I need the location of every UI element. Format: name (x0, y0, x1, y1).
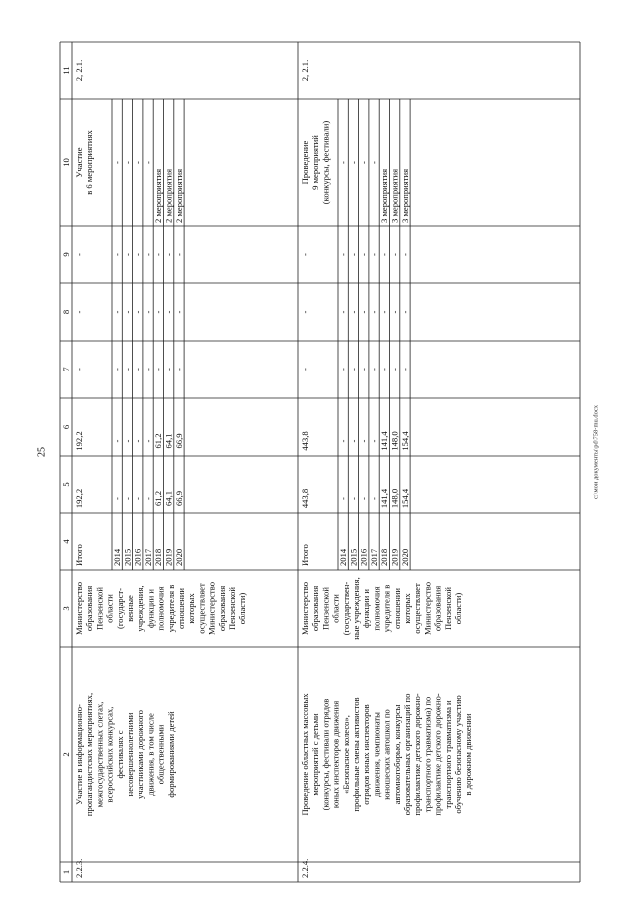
header-col-5: 5 (61, 482, 71, 487)
value-c7: - (173, 368, 184, 371)
value-c7: - (300, 368, 310, 371)
executor-line: функции и (145, 589, 156, 628)
value-c8: - (358, 310, 369, 314)
value-c6: 66,9 (173, 433, 184, 449)
header-col-7: 7 (61, 367, 71, 372)
executor-line: образования (216, 585, 227, 632)
executor-line: которых (186, 593, 197, 624)
result-year-value: - (132, 161, 143, 164)
value-c8: - (348, 310, 359, 314)
value-c7: - (338, 368, 348, 371)
value-c6: 192,2 (74, 431, 84, 451)
value-c9: - (348, 253, 359, 256)
value-c7: - (142, 368, 153, 371)
measure-description-line: участниками дорожного (135, 710, 146, 799)
result-year-value: 3 мероприятия (379, 168, 390, 223)
value-c9: - (132, 253, 143, 256)
header-col-6: 6 (61, 424, 71, 430)
value-c5: 66,9 (173, 490, 184, 507)
footer-file-path: c:\мои документы\pd\758-mu.docx (592, 404, 600, 500)
value-c7: - (74, 368, 84, 371)
value-c6: 443,8 (300, 431, 310, 451)
value-c6: - (348, 439, 359, 443)
executor-line: полномочия (371, 586, 382, 631)
value-c5: - (368, 497, 379, 500)
value-c8: - (389, 310, 400, 314)
year-label: 2018 (379, 548, 390, 566)
measure-description-line: формированиями детей (165, 711, 176, 798)
year-label: 2017 (142, 548, 153, 566)
executor-line: (государст- (114, 587, 125, 630)
result-year-value: 3 мероприятия (399, 168, 410, 223)
value-c6: - (338, 439, 348, 443)
year-label: 2017 (368, 548, 379, 566)
executor-line: венные (125, 595, 135, 622)
measure-description-line: юношеских автошкол по (381, 709, 392, 800)
executor-line: учреждения, (135, 585, 146, 632)
result-summary-line: в 6 мероприятиях (84, 130, 95, 195)
executor-line: образования (310, 585, 321, 632)
measure-description-line: Проведение областных массовых (300, 693, 310, 816)
value-c6: - (132, 439, 143, 443)
value-c8: - (300, 310, 310, 314)
value-c9: - (74, 253, 84, 256)
measure-description-line: «Безопасное колесо», (340, 715, 351, 794)
header-col-10: 10 (61, 158, 71, 167)
result-year-value: 3 мероприятия (389, 168, 400, 223)
measure-description-line: обучению безопасному участию (453, 695, 463, 814)
executor-line: области (330, 594, 341, 623)
measure-description-line: юных инспекторов движения (330, 700, 341, 809)
year-label: Итого (74, 544, 84, 566)
value-c5: 148,0 (389, 488, 400, 509)
measure-description-line: Участие в информационно- (74, 704, 84, 805)
measure-description-line: всероссийских конкурсах, (104, 706, 115, 803)
executor-line: Пензенской (442, 587, 453, 630)
executor-line: ные учреждения, (351, 577, 361, 640)
value-c5: - (112, 497, 122, 500)
value-c8: - (153, 310, 164, 314)
executor-line: осуществляет (412, 583, 423, 634)
value-c7: - (379, 368, 390, 371)
year-label: Итого (300, 544, 310, 566)
value-c7: - (153, 368, 164, 371)
executor-line: области (104, 594, 115, 623)
executor-line: Министерство (422, 582, 433, 635)
value-c9: - (173, 253, 184, 256)
value-c6: 154,4 (399, 431, 410, 451)
value-c5: - (338, 497, 348, 500)
value-c8: - (122, 310, 133, 314)
value-c8: - (173, 310, 184, 314)
value-c5: - (132, 497, 143, 500)
year-label: 2014 (112, 548, 122, 566)
value-c5: 61,2 (153, 490, 164, 507)
measure-description-line: фестивалях с (114, 730, 125, 779)
executor-line: полномочия (155, 586, 166, 631)
value-c9: - (163, 253, 174, 256)
value-c6: 64,1 (163, 433, 174, 449)
measure-description-line: профилактике детского дорожно- (412, 693, 423, 816)
executor-line: области) (453, 592, 463, 625)
measure-description-line: в дорожном движении (463, 713, 474, 796)
value-c8: - (338, 310, 348, 314)
executor-line: Пензенской (320, 587, 331, 630)
year-label: 2018 (153, 548, 164, 566)
result-summary-line: Проведение (300, 140, 310, 185)
measure-description-line: несовершеннолетними (125, 712, 135, 797)
value-c8: - (142, 310, 153, 314)
result-summary-line: Участие (74, 147, 84, 178)
measure-description-line: межгосударственных слетах, (94, 701, 105, 808)
value-c6: - (358, 439, 369, 443)
result-year-value: - (142, 161, 153, 164)
value-c5: - (358, 497, 369, 500)
year-label: 2019 (163, 548, 174, 566)
result-year-value: - (368, 161, 379, 164)
value-c9: - (153, 253, 164, 256)
year-label: 2019 (389, 548, 400, 566)
result-year-value: 2 мероприятия (173, 168, 184, 223)
year-label: 2016 (132, 548, 143, 566)
value-c6: 141,4 (379, 431, 390, 451)
value-c7: - (358, 368, 369, 371)
result-year-value: - (348, 161, 359, 164)
executor-line: учредителя в (381, 584, 392, 633)
value-c5: 443,8 (300, 488, 310, 509)
header-col-11: 11 (61, 66, 71, 75)
year-label: 2014 (338, 548, 348, 566)
value-c9: - (112, 253, 122, 256)
value-c9: - (358, 253, 369, 256)
year-label: 2020 (173, 548, 184, 566)
value-c7: - (399, 368, 410, 371)
value-c6: - (122, 439, 133, 443)
value-c5: - (142, 497, 153, 500)
value-c8: - (399, 310, 410, 314)
header-col-9: 9 (61, 252, 71, 257)
value-c6: - (368, 439, 379, 443)
value-c6: 148,0 (389, 431, 400, 451)
result-year-value: - (112, 161, 122, 164)
measure-description-line: общественными (155, 724, 166, 785)
value-c6: - (142, 439, 153, 443)
result-year-value: - (358, 161, 369, 164)
value-c7: - (368, 368, 379, 371)
executor-line: которых (402, 593, 412, 624)
measure-description-line: отрядов юных инспекторов (361, 704, 372, 805)
value-c9: - (122, 253, 133, 256)
measure-description-line: автомногоборью, конкурсы (391, 704, 402, 805)
measure-description-line: движения, чемпионаты (371, 712, 382, 797)
value-c5: 141,4 (379, 488, 390, 509)
value-c9: - (300, 253, 310, 256)
measure-number: 2.2.4. (300, 858, 310, 878)
value-c5: 64,1 (163, 490, 174, 507)
result-year-value: 2 мероприятия (163, 168, 174, 223)
value-c5: 154,4 (399, 488, 410, 509)
header-col-8: 8 (61, 309, 71, 315)
measure-description-line: мероприятий с детьми (310, 713, 321, 796)
year-label: 2016 (358, 548, 369, 566)
result-summary-line: 9 мероприятий (310, 135, 321, 190)
header-col-2: 2 (61, 752, 71, 757)
year-label: 2015 (122, 548, 133, 566)
year-label: 2015 (348, 548, 359, 566)
value-c7: - (389, 368, 400, 371)
value-c8: - (368, 310, 379, 314)
header-col-1: 1 (61, 869, 71, 875)
result-year-value: 2 мероприятия (153, 168, 164, 223)
result-year-value: - (122, 161, 133, 164)
value-c9: - (368, 253, 379, 256)
executor-line: образования (84, 585, 95, 632)
value-c8: - (379, 310, 390, 314)
measure-description-line: транспортного травматизма) по (422, 696, 433, 813)
value-c8: - (163, 310, 174, 314)
result-summary-line: (конкурсы, фестивали) (320, 120, 331, 205)
value-c9: - (379, 253, 390, 256)
value-c8: - (132, 310, 143, 314)
value-c7: - (122, 368, 133, 371)
measure-description-line: профильные смены активистов (351, 697, 361, 812)
measure-number: 2.2.3. (74, 858, 84, 878)
value-c5: 192,2 (74, 488, 84, 509)
executor-line: отношении (176, 587, 186, 630)
measure-description-line: образовательных организаций по (402, 693, 412, 816)
measure-description-line: (конкурсы, фестивали отрядов (320, 698, 331, 811)
year-label: 2020 (399, 548, 410, 566)
indicator-reference: 2, 2.1. (300, 59, 310, 82)
result-year-value: - (338, 161, 348, 164)
value-c6: 61,2 (153, 433, 164, 449)
executor-line: Пензенской (94, 587, 105, 630)
measure-description-line: транспортного травматизма и (442, 700, 453, 809)
executor-line: Министерство (300, 582, 310, 635)
executor-line: Министерство (74, 582, 84, 635)
executor-line: Министерство (206, 582, 217, 635)
value-c7: - (132, 368, 143, 371)
value-c7: - (163, 368, 174, 371)
value-c8: - (74, 310, 84, 314)
value-c5: - (122, 497, 133, 500)
header-col-3: 3 (61, 606, 71, 611)
page-number: 25 (36, 447, 48, 457)
value-c6: - (112, 439, 122, 443)
executor-line: функции и (361, 589, 372, 628)
value-c8: - (112, 310, 122, 314)
executor-line: области) (237, 592, 248, 625)
value-c7: - (112, 368, 122, 371)
value-c9: - (142, 253, 153, 256)
executor-line: осуществляет (196, 583, 207, 634)
value-c5: - (348, 497, 359, 500)
executor-line: учредителя в (165, 584, 176, 633)
executor-line: Пензенской (227, 587, 237, 630)
indicator-reference: 2, 2.1. (74, 59, 84, 82)
value-c9: - (389, 253, 400, 256)
executor-line: отношении (391, 587, 402, 630)
executor-line: образования (432, 585, 443, 632)
value-c7: - (348, 368, 359, 371)
measure-description-line: пропагандистских мероприятиях, (84, 692, 95, 817)
value-c9: - (338, 253, 348, 256)
measure-description-line: профилактике детского дорожно- (432, 693, 443, 816)
measure-description-line: движения, в том числе (145, 713, 156, 796)
executor-line: (государствен- (340, 581, 351, 636)
header-col-4: 4 (61, 539, 71, 544)
value-c9: - (399, 253, 410, 256)
